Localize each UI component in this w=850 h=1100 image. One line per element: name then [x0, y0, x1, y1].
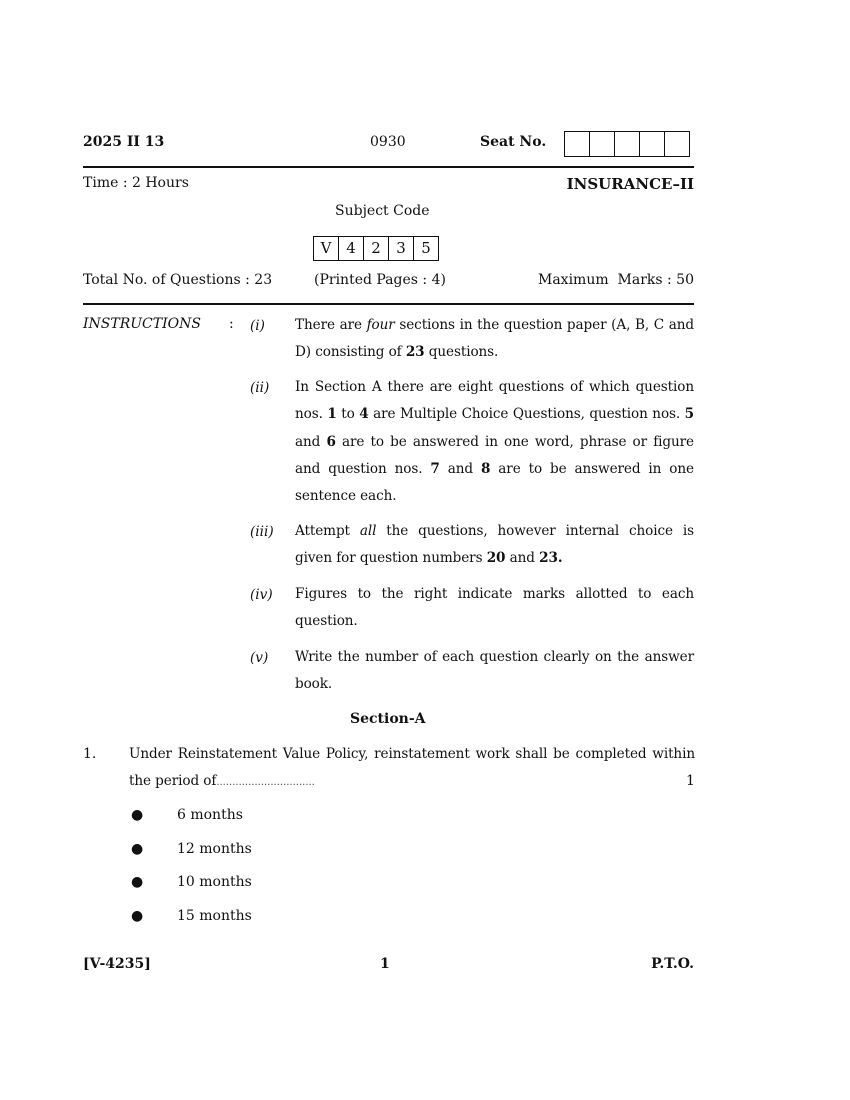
- option-a: 6 months: [177, 807, 243, 823]
- instruction-segment: 7: [430, 460, 440, 477]
- instruction-segment: are to be answered in one sentence each.: [295, 460, 694, 505]
- seat-number-label: Seat No.: [480, 134, 547, 150]
- time-code: 0930: [370, 134, 406, 150]
- option-d: 15 months: [177, 908, 252, 924]
- question-number: 1.: [83, 746, 97, 762]
- section-title: Section-A: [350, 711, 426, 727]
- seat-number-boxes: [564, 131, 690, 157]
- instruction-segment: 8: [480, 460, 491, 477]
- instruction-number: (iii): [250, 524, 274, 540]
- option-b: 12 months: [177, 841, 252, 857]
- instruction-segment: Attempt: [295, 523, 360, 539]
- instruction-text: [295, 312, 694, 367]
- subject-code-char: 2: [364, 237, 389, 260]
- question-marks: 1: [686, 773, 695, 789]
- bullet-icon: ●: [131, 841, 144, 857]
- instruction-segment: and: [439, 460, 481, 477]
- instruction-text: [295, 581, 694, 636]
- instruction-segment: are Multiple Choice Questions, question nos.: [368, 406, 685, 423]
- seat-box: [590, 132, 615, 156]
- page-number: 1: [380, 956, 390, 972]
- instruction-segment: and: [295, 433, 327, 450]
- instruction-text: [295, 518, 694, 573]
- seat-box: [565, 132, 590, 156]
- header-divider: [83, 166, 694, 168]
- instruction-number: (i): [250, 318, 265, 334]
- subject-code-label: Subject Code: [335, 203, 430, 219]
- subject-code-boxes: [313, 236, 439, 261]
- subject-code-char: V: [314, 237, 339, 260]
- instruction-number: (v): [250, 650, 269, 666]
- total-questions: Total No. of Questions : 23: [83, 272, 273, 288]
- instruction-segment: 4: [359, 406, 369, 423]
- seat-box: [640, 132, 665, 156]
- instruction-segment: In Section A there are eight questions of which question nos.: [295, 379, 694, 423]
- option-c: 10 months: [177, 874, 252, 890]
- instruction-segment: are to be answered in one word, phrase or figure and question nos.: [295, 433, 694, 477]
- instruction-segment: 1: [327, 406, 337, 423]
- question-stem: Under Reinstatement Value Policy, reinstatement work shall be completed within the period of: [129, 746, 695, 790]
- instruction-segment: Figures to the right indicate marks allotted to each question.: [295, 586, 694, 630]
- maximum-marks: Maximum Marks : 50: [538, 272, 694, 288]
- instructions-label: INSTRUCTIONS: [83, 316, 201, 332]
- instruction-number: (ii): [250, 380, 270, 396]
- bullet-icon: ●: [131, 874, 144, 890]
- exam-duration: Time : 2 Hours: [83, 175, 189, 191]
- instruction-segment: Write the number of each question clearly on the answer book.: [295, 649, 694, 693]
- subject-code-char: 5: [421, 239, 431, 257]
- instruction-segment: 6: [326, 433, 336, 450]
- printed-pages: (Printed Pages : 4): [314, 272, 446, 288]
- instruction-segment: the questions, however internal choice is given for question numbers: [295, 523, 694, 567]
- seat-box: [615, 132, 640, 156]
- question-text: [129, 741, 695, 797]
- instruction-text: [295, 374, 694, 510]
- paper-code: 2025 II 13: [83, 134, 165, 150]
- footer-paper-code: [V-4235]: [83, 956, 151, 972]
- instruction-segment: There are: [295, 317, 367, 333]
- instruction-number: (iv): [250, 587, 273, 603]
- instruction-segment: and: [505, 550, 540, 567]
- instruction-segment: four: [366, 317, 395, 333]
- instruction-segment: sections in the question paper (A, B, C and D) consisting of: [295, 317, 694, 361]
- subject-code-char: 4: [339, 237, 364, 260]
- instructions-colon: :: [229, 316, 234, 332]
- please-turn-over: P.T.O.: [651, 956, 694, 972]
- instruction-segment: 5: [684, 406, 694, 423]
- instruction-segment: 20: [486, 550, 506, 567]
- instruction-segment: all: [359, 523, 377, 539]
- seat-box: [665, 132, 689, 156]
- instruction-segment: 23: [405, 344, 425, 361]
- instruction-segment: questions.: [424, 344, 499, 361]
- header-bottom-divider: [83, 303, 694, 305]
- instruction-text: [295, 644, 694, 699]
- subject-title: INSURANCE–II: [566, 175, 694, 193]
- subject-code-char: 3: [389, 237, 414, 260]
- instruction-segment: to: [336, 406, 360, 423]
- answer-blank: ...............................: [216, 777, 315, 789]
- instruction-segment: 23.: [539, 550, 563, 567]
- bullet-icon: ●: [131, 807, 144, 823]
- bullet-icon: ●: [131, 908, 144, 924]
